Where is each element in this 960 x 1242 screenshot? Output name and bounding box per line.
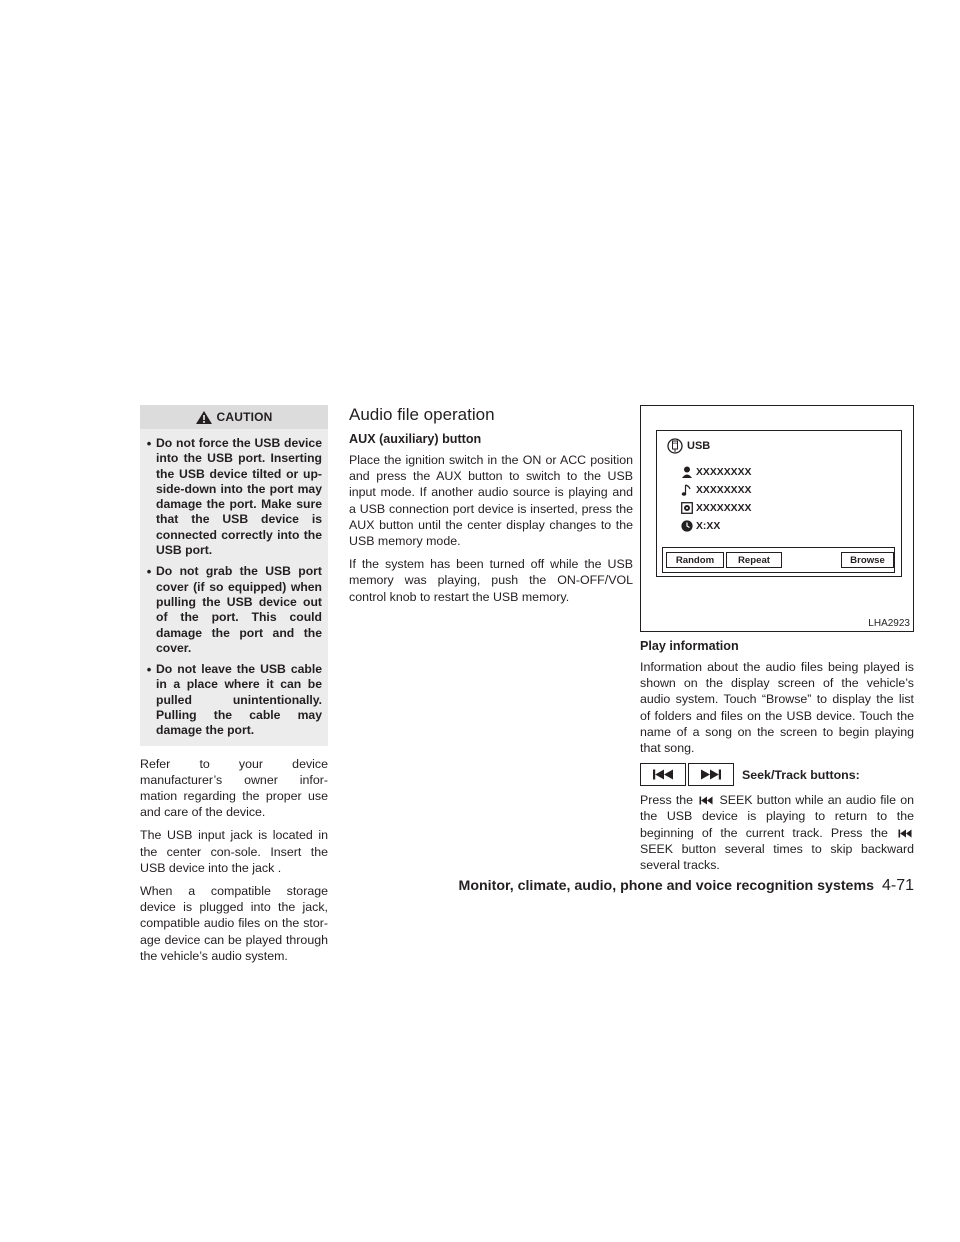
song-text: XXXXXXXX [696, 485, 752, 496]
page-number: 4-71 [881, 877, 914, 894]
footer-section-title: Monitor, climate, audio, phone and voice recognition systems [458, 878, 874, 894]
skip-back-icon [699, 796, 713, 805]
screen-button-bar [662, 547, 895, 573]
bullet-icon: • [146, 662, 152, 678]
clock-icon [681, 520, 693, 532]
skip-forward-icon [700, 769, 722, 780]
left-column [140, 405, 328, 971]
caution-text: Do not force the USB device into the USB port. Inserting the USB device tilted or up-side-down into the port may damage the port. Make sure that the USB device is connected correctly into the USB port. [156, 436, 322, 558]
repeat-button[interactable]: Repeat [726, 552, 782, 568]
right-column [640, 405, 914, 880]
song-row [681, 484, 751, 497]
browse-button[interactable]: Browse [841, 552, 894, 568]
artist-icon [681, 466, 693, 478]
warning-icon [195, 410, 213, 425]
screen-title: USB [687, 440, 711, 452]
body-paragraph: Information about the audio files being played is shown on the display screen of the vehicle’s audio system. Touch “Browse” to display the list of folders and files on the USB device. Touch the name of a song on the screen to begin playing that song. [640, 660, 914, 756]
time-text: X:XX [696, 520, 721, 532]
caution-box [140, 429, 328, 746]
album-icon [681, 502, 693, 514]
caution-item [140, 433, 328, 561]
album-row [681, 502, 751, 514]
time-row [681, 520, 720, 532]
seek-paragraph [640, 792, 914, 873]
artist-text: XXXXXXXX [696, 466, 752, 478]
usb-icon [667, 436, 683, 456]
body-paragraph: Place the ignition switch in the ON or ACC position and press the AUX button to switch to the USB input mode. If another audio source is playing and a USB connection port device is inserted, press the AUX button until the center display changes to the USB memory mode. [349, 453, 633, 549]
caution-text: Do not leave the USB cable in a place where it can be pulled unintentionally. Pulling the cable may damage the port. [156, 662, 322, 738]
album-text: XXXXXXXX [696, 502, 752, 514]
caution-item [140, 659, 328, 741]
body-paragraph: Refer to your device manufacturer’s owner infor-mation regarding the proper use and care of the device. [140, 756, 328, 820]
bullet-icon: • [146, 436, 152, 451]
seek-text-part: SEEK button several times to skip backward several tracks. [640, 841, 914, 873]
seek-label: Seek/Track buttons: [742, 767, 860, 782]
seek-text-part: Press the [640, 793, 694, 808]
display-screen [656, 430, 902, 577]
page-footer [424, 877, 914, 895]
caution-title: CAUTION [216, 410, 273, 424]
caution-header [140, 405, 328, 429]
section-title: Audio file operation [349, 405, 495, 424]
body-paragraph: If the system has been turned off while the USB memory was playing, push the ON-OFF/VOL control knob to restart the USB memory. [349, 557, 633, 604]
bullet-icon: • [146, 564, 152, 580]
body-paragraph: The USB input jack is located in the center con-sole. Insert the USB device into the jack . [140, 828, 328, 875]
play-info-heading: Play information [640, 639, 739, 653]
caution-text: Do not grab the USB port cover (if so equipped) when pulling the USB device out of the port. This could damage the port and the cover. [156, 564, 322, 655]
music-note-icon [681, 484, 693, 497]
body-paragraph: When a compatible storage device is plugged into the jack, compatible audio files on the stor-age device can be played through the vehicle’s audio system. [140, 884, 328, 963]
seek-buttons-row [640, 763, 914, 786]
seek-forward-button[interactable] [688, 763, 734, 786]
seek-text-part: SEEK button while an audio file on the USB device is playing to return to the beginning of the current track. Press the [640, 793, 914, 840]
middle-column [349, 405, 633, 612]
skip-back-icon [652, 769, 674, 780]
skip-back-icon [898, 829, 912, 838]
seek-back-button[interactable] [640, 763, 686, 786]
usb-screen-figure [640, 405, 914, 632]
artist-row [681, 466, 751, 478]
caution-item [140, 561, 328, 659]
figure-code: LHA2923 [868, 618, 910, 629]
random-button[interactable]: Random [666, 552, 724, 568]
aux-heading: AUX (auxiliary) button [349, 432, 482, 446]
